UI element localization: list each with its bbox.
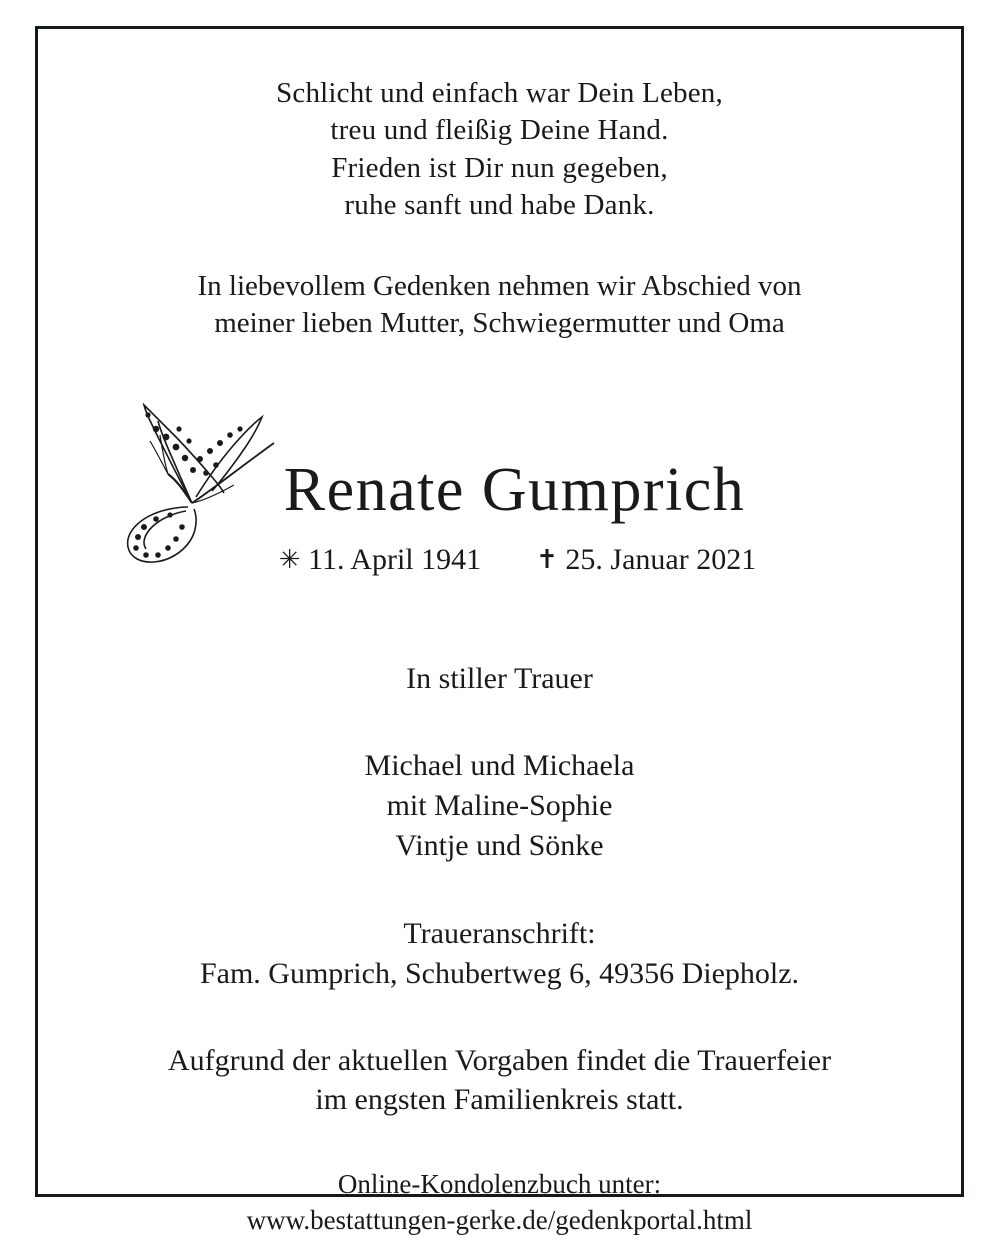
obituary-content <box>38 29 961 1235</box>
family-line-3: Vintje und Sönke <box>395 828 604 862</box>
verse-line-4: ruhe sanft und habe Dank. <box>344 189 655 222</box>
ceremony-block <box>78 1041 921 1119</box>
address-block <box>78 914 921 994</box>
online-label: Online-Kondolenzbuch unter: <box>337 1169 662 1200</box>
intro-line-2: meiner lieben Mutter, Schwiegermutter und Oma <box>214 307 785 340</box>
online-block <box>78 1167 921 1237</box>
birth-symbol-icon: ✳ <box>278 545 301 574</box>
family-block <box>78 746 921 866</box>
verse-block <box>78 75 921 225</box>
death-symbol-icon: ✝ <box>536 545 558 574</box>
address-label: Traueranschrift: <box>403 916 596 950</box>
ceremony-line-2: im engsten Familienkreis statt. <box>315 1083 684 1117</box>
intro-block <box>78 268 921 343</box>
online-url[interactable]: www.bestattungen-gerke.de/gedenkportal.html <box>246 1204 753 1235</box>
family-line-1: Michael und Michaela <box>364 749 635 782</box>
verse-line-1: Schlicht und einfach war Dein Leben, <box>276 77 723 109</box>
butterfly-icon <box>88 385 303 580</box>
verse-line-2: treu und fleißig Deine Hand. <box>330 114 669 147</box>
intro-line-1: In liebevollem Gedenken nehmen wir Abschied von <box>197 269 802 302</box>
name-block <box>78 397 921 582</box>
verse-line-3: Frieden ist Dir nun gegeben, <box>331 151 668 184</box>
ceremony-line-1: Aufgrund der aktuellen Vorgaben findet die Trauerfeier <box>167 1044 832 1078</box>
family-line-2: mit Maline-Sophie <box>386 788 613 822</box>
obituary-frame <box>35 26 964 1235</box>
mourning-line: In stiller Trauer <box>406 662 593 695</box>
death-date: 25. Januar 2021 <box>565 543 757 576</box>
deceased-name: Renate Gumprich <box>283 456 746 524</box>
birth-date: 11. April 1941 <box>308 543 482 576</box>
address-value: Fam. Gumprich, Schubertweg 6, 49356 Diepholz. <box>199 956 800 990</box>
